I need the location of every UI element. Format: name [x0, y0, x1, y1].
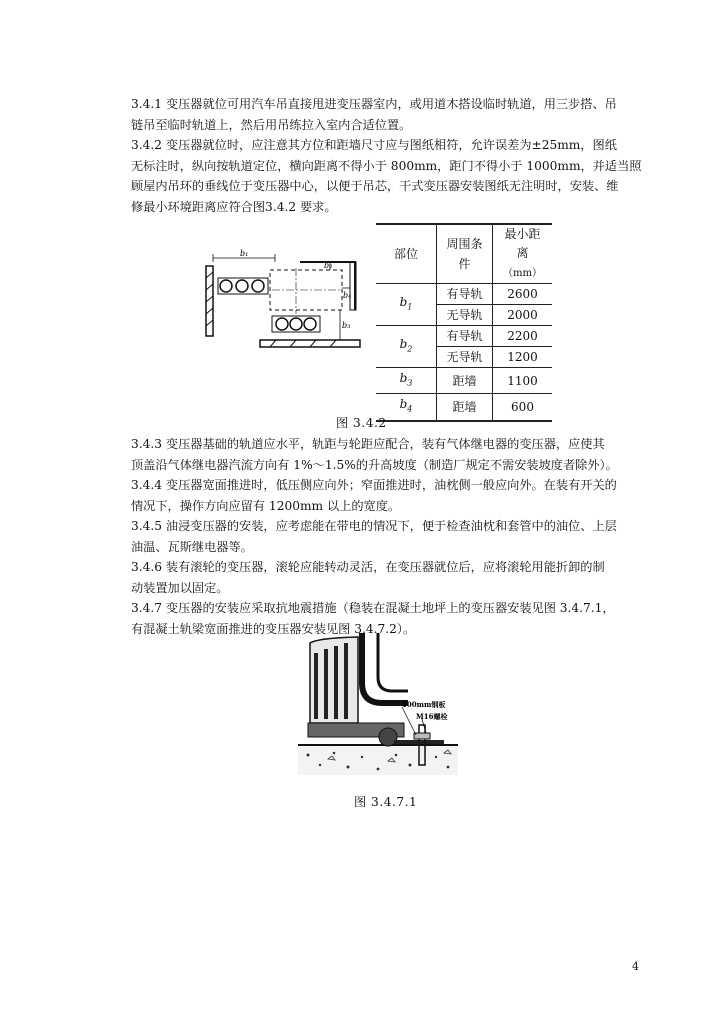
page-number: 4 [632, 960, 639, 973]
header-position: 部位 [376, 224, 437, 284]
symbol: b [399, 336, 408, 351]
label-b3: b₃ [342, 321, 351, 330]
table-cell: 距墙 [437, 368, 493, 394]
figure-caption-3-4-2: 图 3.4.2 [336, 416, 387, 430]
text-line: 有混凝土轨梁宽面推进的变压器安装见图 3.4.7.2）。 [131, 621, 416, 636]
header-condition-line1: 周围条 [446, 237, 483, 251]
paragraph-3-4-2 [131, 135, 641, 217]
text-line: 修最小环境距离应符合图3.4.2 要求。 [131, 199, 337, 214]
symbol-sub: 1 [407, 302, 413, 312]
table-cell: 无导轨 [437, 305, 493, 326]
min-distance-table [376, 223, 552, 422]
text-line: 无标注时，纵向按轨道定位，横向距离不得小于 800mm，距门不得小于 1000mm，并适当照 [131, 158, 642, 173]
header-condition [437, 224, 493, 284]
paragraph-3-4-5 [131, 516, 641, 557]
table-cell: 2600 [493, 284, 553, 305]
table-cell: 2200 [493, 326, 553, 347]
symbol-sub: 2 [407, 344, 413, 354]
label-b1: b₁ [240, 249, 249, 258]
text-line: 3.4.5 油浸变压器的安装，应考虑能在带电的情况下，便于检查油枕和套管中的油位、上层 [131, 519, 617, 533]
paragraph-3-4-1 [131, 94, 641, 135]
text-line: 顶盖沿气体继电器汽流方向有 1%～1.5%的升高坡度（制造厂规定不需安装坡度者除外）。 [131, 457, 618, 472]
text-line: 动装置加以固定。 [131, 580, 229, 595]
header-min-distance [493, 224, 553, 284]
symbol-sub: 4 [407, 404, 413, 414]
label-m16-bolt: M16螺栓 [416, 712, 448, 721]
symbol: b [399, 294, 408, 309]
transformer-anchoring-diagram [298, 633, 458, 783]
header-condition-line2: 件 [458, 257, 471, 271]
table-cell: 有导轨 [437, 326, 493, 347]
label-b2: b₂ [324, 261, 333, 270]
header-distance-line1: 最小距 [504, 227, 541, 241]
table-cell: 2000 [493, 305, 553, 326]
symbol-sub: 3 [407, 378, 413, 388]
header-distance-line2: 离 [516, 246, 529, 260]
text-line: 油温、瓦斯继电器等。 [131, 539, 253, 554]
paragraph-3-4-6 [131, 557, 641, 598]
text-line: 情况下，操作方向应留有 1200mm 以上的宽度。 [131, 498, 401, 513]
text-line: 3.4.2 变压器就位时，应注意其方位和距墙尺寸应与图纸相符，允许误差为±25mm，图纸 [131, 138, 617, 152]
position-b3 [376, 368, 437, 394]
transformer-clearance-diagram [200, 248, 370, 358]
text-line: 链吊至临时轨道上，然后用吊练拉入室内合适位置。 [131, 117, 412, 132]
symbol: b [399, 371, 408, 385]
text-line: 3.4.1 变压器就位可用汽车吊直接甩进变压器室内，或用道木搭设临时轨道，用三步搭、吊 [131, 97, 617, 111]
text-line: 3.4.4 变压器宽面推进时，低压侧应向外；窄面推进时，油枕侧一般应向外。在装有开关的 [131, 478, 617, 492]
position-b1 [376, 284, 437, 326]
table-cell: 无导轨 [437, 347, 493, 368]
header-distance-unit: （mm） [503, 268, 542, 279]
table-cell: 有导轨 [437, 284, 493, 305]
position-b2 [376, 326, 437, 368]
text-line: 3.4.7 变压器的安装应采取抗地震措施（稳装在混凝土地坪上的变压器安装见图 3.4.7.1， [131, 601, 615, 615]
label-b4: b₄ [343, 291, 352, 300]
text-line: 顾屋内吊环的垂线位于变压器中心，以便于吊芯，干式变压器安装图纸无注明时，安装、维 [131, 179, 619, 193]
figure-caption-3-4-7-1: 图 3.4.7.1 [354, 795, 418, 809]
text-line: 3.4.6 装有滚轮的变压器，滚轮应能转动灵活，在变压器就位后，应将滚轮用能折卸的制 [131, 560, 605, 574]
table-cell: 600 [493, 394, 553, 421]
table-cell: 距墙 [437, 394, 493, 421]
symbol: b [399, 397, 408, 412]
paragraph-3-4-4 [131, 475, 641, 516]
table-cell: 1100 [493, 368, 553, 394]
paragraph-3-4-3 [131, 434, 641, 475]
label-steel-plate: 100mm钢板 [402, 700, 446, 709]
table-cell: 1200 [493, 347, 553, 368]
text-line: 3.4.3 变压器基础的轨道应水平，轨距与轮距应配合，装有气体继电器的变压器，应使其 [131, 437, 605, 451]
